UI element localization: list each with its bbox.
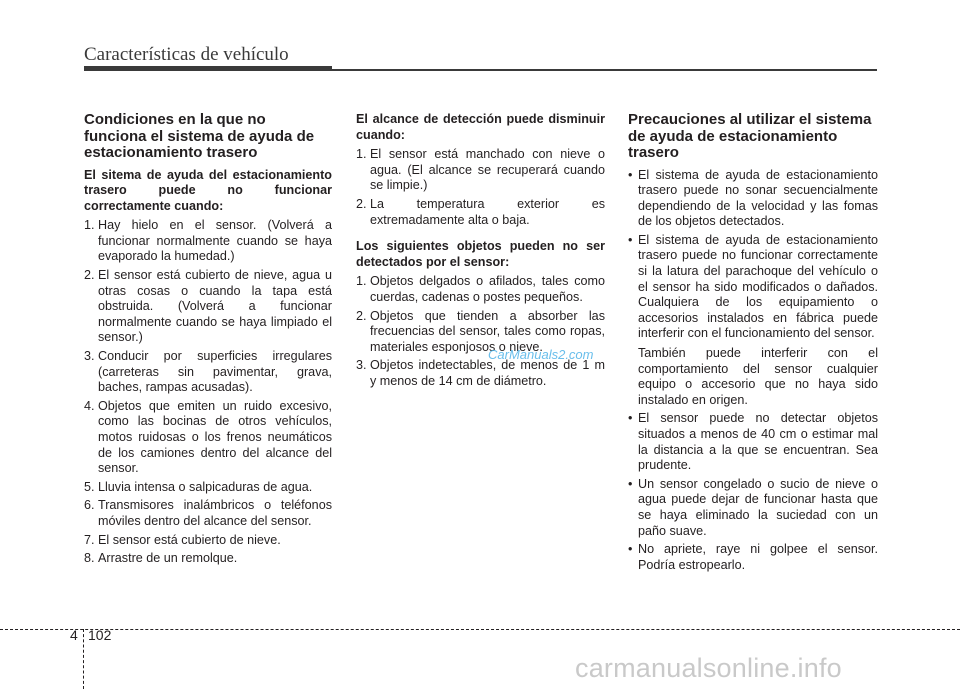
footer-page-number: 102 — [88, 627, 112, 643]
list-item — [84, 480, 332, 496]
conditions-list — [84, 218, 332, 566]
item-number: 4. — [84, 398, 95, 413]
watermark-middle: CarManuals2.com — [488, 347, 594, 362]
item-text: La temperatura exterior es extremadamente alta o baja. — [370, 196, 605, 227]
section-heading-precautions: Precauciones al utilizar el sistema de ayuda de estacionamiento trasero — [628, 111, 872, 161]
item-number: 2. — [356, 196, 367, 211]
item-text: El sensor está manchado con nieve o agua. (El alcance se recuperará cuando se limpie.) — [370, 147, 605, 193]
item-text: Objetos que tienden a absorber las frecuencias del sensor, tales como ropas, materiales esponjosos o nieve. — [370, 308, 605, 354]
item-text: Objetos indetectables, de menos de 1 m y menos de 14 cm de diámetro. — [370, 358, 605, 388]
list-item — [84, 218, 332, 265]
item-number: 1. — [356, 147, 367, 162]
item-number: 1. — [356, 274, 367, 289]
list-item — [356, 147, 605, 194]
item-text: El sensor está cubierto de nieve. — [98, 532, 281, 547]
range-decrease-list — [356, 147, 605, 228]
precaution-paragraph: También puede interferir con el comportamiento del sensor cualquier equipo o accesorio que no haya sido instalado en origen. — [638, 346, 878, 407]
list-item — [356, 274, 605, 305]
header-rule-thin — [332, 69, 877, 71]
footer-chapter-number: 4 — [70, 627, 78, 643]
list-item — [628, 233, 878, 342]
list-item — [356, 197, 605, 228]
list-item — [628, 477, 878, 539]
item-text: Conducir por superficies irregulares (carreteras sin pavimentar, grava, baches, rampas acusadas). — [98, 349, 332, 395]
item-text: El sistema de ayuda de estacionamiento trasero puede no sonar secuencialmente dependiendo de la velocidad y las fomas de los objetos detectados. — [638, 167, 878, 229]
list-item — [628, 168, 878, 230]
list-item — [84, 498, 332, 529]
item-text: Transmisores inalámbricos o teléfonos móviles dentro del alcance del sensor. — [98, 498, 332, 528]
item-number: 3. — [356, 358, 367, 373]
bullet-icon: • — [628, 167, 633, 182]
item-number: 1. — [84, 218, 95, 233]
list-item — [84, 268, 332, 346]
list-item — [84, 551, 332, 567]
item-text: No apriete, raye ni golpee el sensor. Podría estropearlo. — [638, 542, 878, 572]
subheading-undetected-objects: Los siguientes objetos pueden no ser detectados por el sensor: — [356, 239, 605, 269]
item-text: El sensor puede no detectar objetos situados a menos de 40 cm o estimar mal la distancia a la que se encuentran. Sea prudente. — [638, 411, 878, 473]
item-text: Un sensor congelado o sucio de nieve o agua puede dejar de funcionar hasta que se haya eliminado la suciedad con un paño suave. — [638, 476, 878, 538]
undetected-objects-list — [356, 274, 605, 389]
bullet-icon: • — [628, 542, 633, 557]
precautions-list — [628, 168, 878, 343]
page-header-title: Características de vehículo — [84, 44, 289, 65]
list-item — [84, 399, 332, 477]
item-text: Arrastre de un remolque. — [98, 551, 238, 566]
item-text: Hay hielo en el sensor. (Volverá a funcionar normalmente cuando se haya evaporado la humedad.) — [98, 218, 332, 264]
item-number: 8. — [84, 551, 95, 566]
item-number: 5. — [84, 479, 95, 494]
list-item — [84, 349, 332, 396]
column-1 — [84, 112, 332, 570]
bullet-icon: • — [628, 232, 633, 247]
bullet-icon: • — [628, 411, 633, 426]
footer-rule — [0, 629, 960, 630]
bullet-icon: • — [628, 476, 633, 491]
watermark-bottom: carmanualsonline.info — [575, 653, 842, 683]
item-number: 7. — [84, 532, 95, 547]
item-text: Objetos delgados o afilados, tales como cuerdas, cadenas o postes pequeños. — [370, 274, 605, 304]
item-number: 2. — [84, 268, 95, 283]
item-text: Lluvia intensa o salpicaduras de agua. — [98, 479, 313, 494]
item-number: 2. — [356, 308, 367, 323]
subheading-range-decrease: El alcance de detección puede disminuir cuando: — [356, 112, 605, 142]
column-3 — [628, 112, 878, 576]
item-number: 6. — [84, 498, 95, 513]
section-heading-conditions: Condiciones en la que no funciona el sistema de ayuda de estacionamiento trasero — [84, 111, 315, 161]
item-text: Objetos que emiten un ruido excesivo, como las bocinas de otros vehículos, motos ruidosas o los frenos neumáticos de los camiones dentro del alcance del sensor. — [98, 398, 332, 476]
subheading-may-not-work: El sitema de ayuda del estacionamiento trasero puede no funcionar correctamente cuando: — [84, 167, 332, 213]
item-text: El sistema de ayuda de estacionamiento trasero puede no funcionar correctamente si la latura del parachoque del vehículo o el sensor ha sido modificados o dañados. Cualquiera de los equipamiento o accesorios instalados en fábrica puede interferir con el funcionamiento del sensor. — [638, 232, 878, 341]
list-item — [628, 411, 878, 473]
header-rule-thick — [84, 66, 332, 71]
precautions-list-continued — [628, 411, 878, 573]
list-item — [84, 533, 332, 549]
item-number: 3. — [84, 349, 95, 364]
list-item — [356, 358, 605, 389]
spacer — [356, 231, 605, 239]
list-item — [628, 542, 878, 573]
item-text: El sensor está cubierto de nieve, agua u otras cosas o cuando la tapa está obstruida. (Volverá a funcionar normalmente cuando se haya limpiado el sensor.) — [98, 268, 332, 345]
footer-vertical-rule — [83, 629, 84, 689]
